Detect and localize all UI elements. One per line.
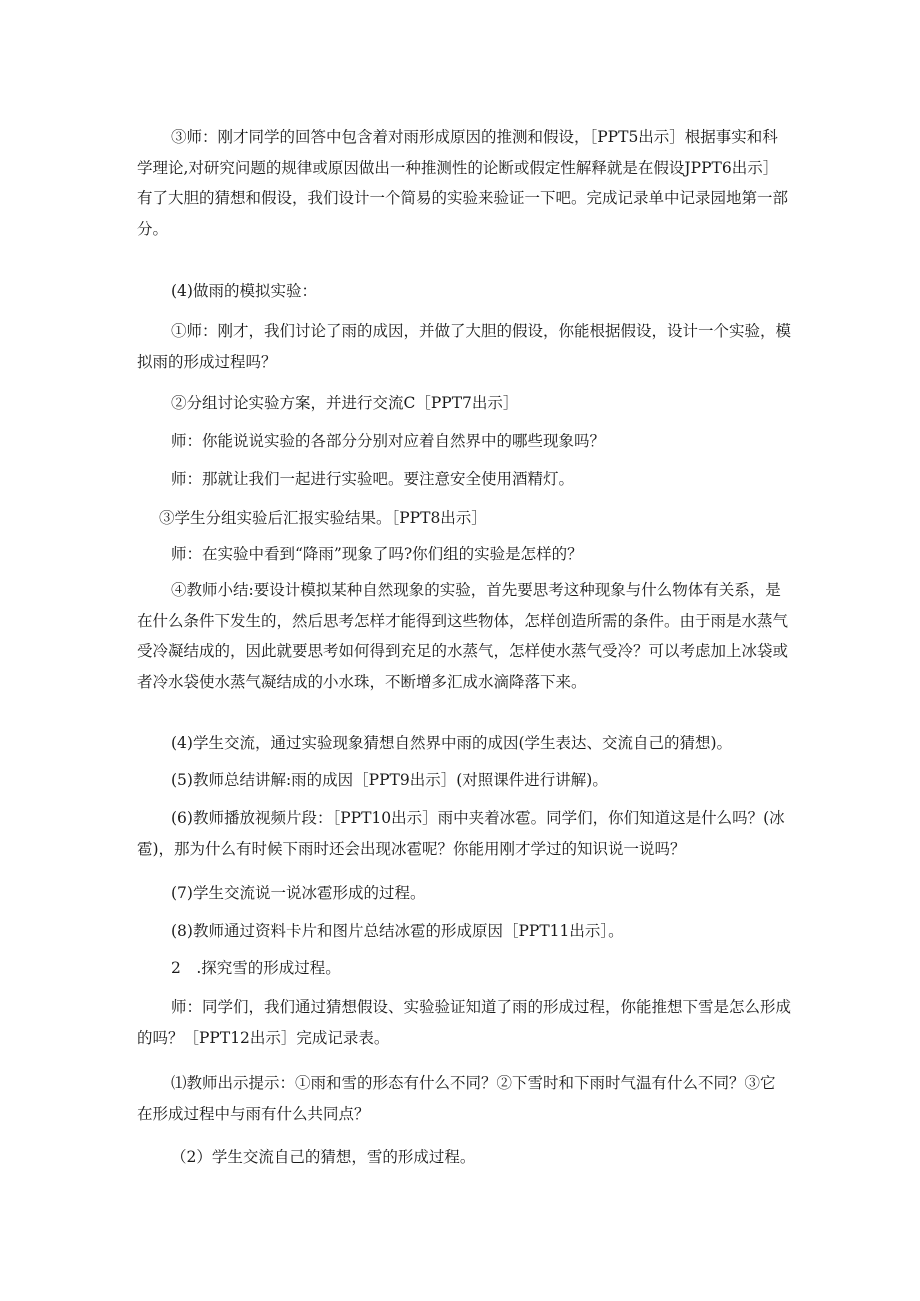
text-line: 拟雨的形成过程吗？	[137, 352, 277, 371]
paragraph-video-hail	[137, 803, 787, 864]
text-line: 有了大胆的猜想和假设，我们设计一个简易的实验来验证一下吧。完成记录单中记录园地第一部	[137, 189, 789, 207]
paragraph-group-discussion	[137, 388, 787, 419]
text-line: (4)做雨的模拟实验：	[171, 282, 317, 300]
text-line: 师：同学们，我们通过猜想假设、实验验证知道了雨的形成过程，你能推想下雪是怎么形成	[171, 998, 792, 1016]
text-line: 2 .探究雪的形成过程。	[171, 959, 341, 977]
paragraph-hypothesis	[137, 122, 787, 244]
paragraph-student-exchange	[137, 728, 787, 759]
paragraph-hail-summary	[137, 916, 787, 947]
text-line: (8)教师通过资料卡片和图片总结冰雹的形成原因［PPT11出示］。	[171, 922, 624, 940]
paragraph-snow-prompts	[137, 1068, 787, 1129]
paragraph-teacher-summary	[137, 575, 787, 697]
text-line: （2）学生交流自己的猜想，雪的形成过程。	[171, 1148, 476, 1166]
paragraph-snow-exchange	[137, 1142, 787, 1173]
text-line: ⑴教师出示提示：①雨和雪的形态有什么不同？②下雪时和下雨时气温有什么不同？③它	[171, 1074, 776, 1092]
text-line: (7)学生交流说一说冰雹形成的过程。	[171, 884, 426, 902]
section-heading-rain-simulation	[137, 276, 787, 307]
paragraph-design-experiment	[137, 316, 792, 377]
text-line: 师：在实验中看到“降雨”现象了吗?你们组的实验是怎样的？	[171, 545, 583, 563]
text-line: 学理论,对研究问题的规律或原因做出一种推测性的论断或假定性解释就是在假设JPPT6出示］	[137, 158, 779, 177]
text-line: (6)教师播放视频片段：［PPT10出示］雨中夹着冰雹。同学们，你们知道这是什么吗？(冰	[171, 809, 785, 827]
paragraph-student-report	[137, 503, 787, 534]
text-line: ②分组讨论实验方案，并进行交流C［PPT7出示］	[171, 394, 519, 412]
text-line: 在形成过程中与雨有什么共同点？	[137, 1104, 370, 1123]
text-line: 的吗？［PPT12出示］完成记录表。	[137, 1028, 390, 1047]
text-line: 师：那就让我们一起进行实验吧。要注意安全使用酒精灯。	[171, 470, 575, 488]
text-line: (5)教师总结讲解:雨的成因［PPT9出示］(对照课件进行讲解)。	[171, 771, 608, 789]
paragraph-teacher-safety	[137, 464, 787, 495]
paragraph-teacher-rain-question	[137, 539, 787, 570]
paragraph-teacher-question	[137, 426, 787, 457]
text-line: ①师：刚才，我们讨论了雨的成因，并做了大胆的假设，你能根据假设，设计一个实验，模	[171, 322, 792, 340]
text-line: ③学生分组实验后汇报实验结果。［PPT8出示］	[159, 509, 487, 527]
text-line: ④教师小结:要设计模拟某种自然现象的实验，首先要思考这种现象与什么物体有关系，是	[171, 581, 781, 599]
paragraph-teacher-explain	[137, 765, 787, 796]
text-line: ③师：刚才同学的回答中包含着对雨形成原因的推测和假设，［PPT5出示］根据事实和科	[171, 128, 778, 146]
paragraph-snow-intro	[137, 992, 792, 1053]
text-line: 雹)，那为什么有时候下雨时还会出现冰雹呢？你能用刚才学过的知识说一说吗？	[137, 839, 686, 858]
text-line: (4)学生交流，通过实验现象猜想自然界中雨的成因(学生表达、交流自己的猜想)。	[171, 734, 733, 752]
text-line: 分。	[137, 219, 169, 238]
text-line: 在什么条件下发生的，然后思考怎样才能得到这些物体，怎样创造所需的条件。由于雨是水蒸气	[137, 611, 789, 630]
section-heading-snow	[137, 953, 787, 984]
text-line: 受冷凝结成的，因此就要思考如何得到充足的水蒸气，怎样使水蒸气受冷？可以考虑加上冰袋或	[137, 642, 789, 660]
text-line: 者冷水袋使水蒸气凝结成的小水珠，不断增多汇成水滴降落下来。	[137, 672, 587, 691]
paragraph-hail-formation	[137, 878, 787, 909]
text-line: 师：你能说说实验的各部分分别对应着自然界中的哪些现象吗？	[171, 432, 606, 450]
